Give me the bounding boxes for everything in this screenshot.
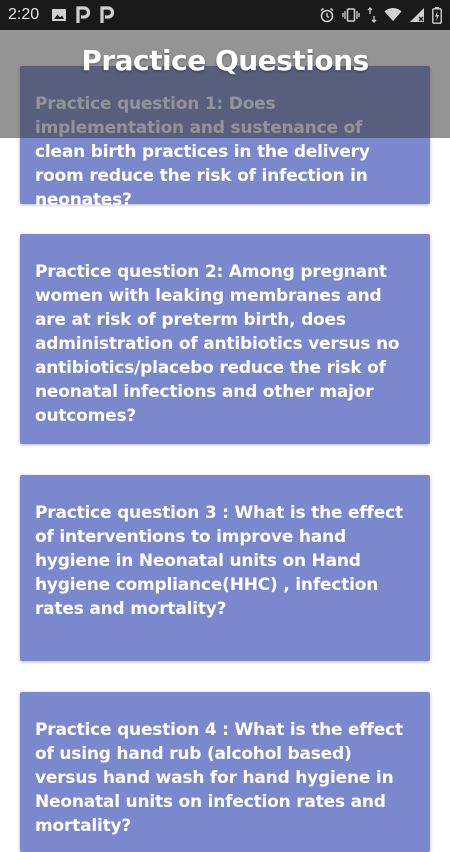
parking-app-icon <box>99 6 115 24</box>
question-text: Practice question 2: Among pregnant women with leaking membranes and are at risk of preterm birth, does administration of antibiotics versus no antibiotics/placebo reduce the risk of neonatal infections and other major outcomes? <box>35 262 400 426</box>
signal-icon <box>409 7 425 23</box>
question-text: Practice question 3 : What is the effect of interventions to improve hand hygiene in Neonatal units on Hand hygiene compliance(HHC) , infection rates and mortality? <box>35 503 403 619</box>
title-overlay <box>0 30 450 138</box>
status-bar <box>0 0 450 30</box>
image-icon <box>51 7 67 23</box>
alarm-icon <box>319 7 335 23</box>
question-card-4[interactable] <box>20 692 430 852</box>
battery-icon <box>432 7 442 24</box>
data-arrows-icon <box>367 7 377 23</box>
question-text: Practice question 4 : What is the effect of using hand rub (alcohol based) versus hand wash for hand hygiene in Neonatal units on infection rates and mortality? <box>35 720 403 836</box>
question-card-3[interactable] <box>20 475 430 661</box>
notification-icons <box>51 6 115 24</box>
parking-app-icon <box>75 6 91 24</box>
status-time: 2:20 <box>8 6 40 23</box>
question-card-2[interactable] <box>20 234 430 444</box>
page-title: Practice Questions <box>81 44 369 77</box>
wifi-icon <box>384 8 402 22</box>
questions-list[interactable] <box>0 30 450 836</box>
question-text: clean birth practices in the delivery room reduce the risk of infection in neonates? <box>35 142 370 210</box>
system-icons <box>319 7 442 24</box>
vibrate-icon <box>342 7 360 23</box>
